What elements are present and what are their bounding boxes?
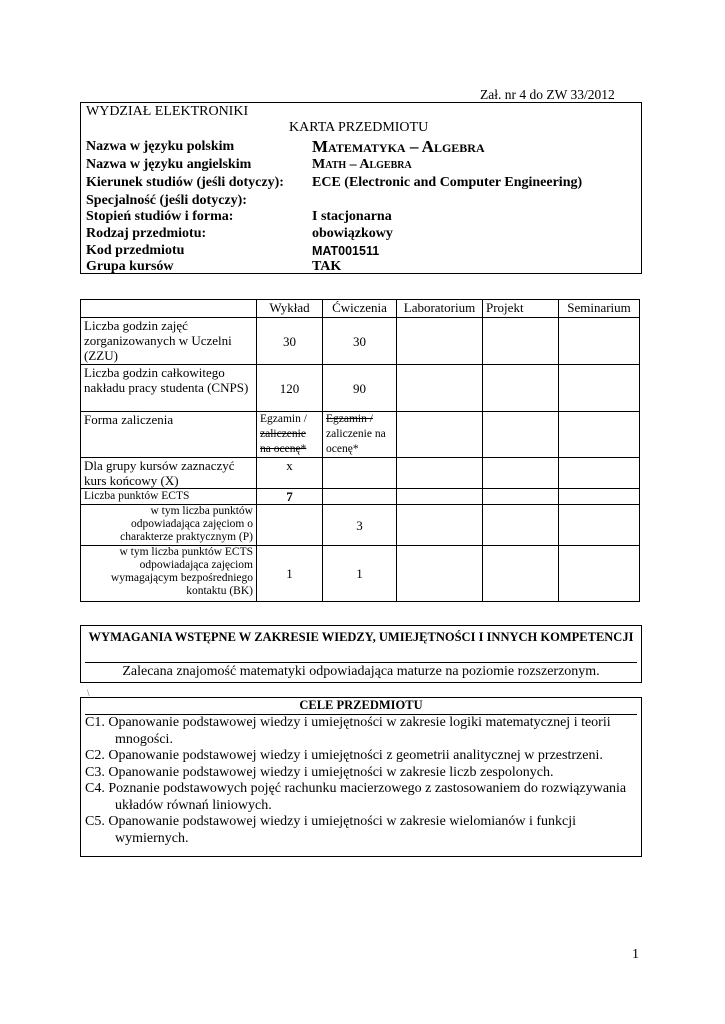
row-label: w tym liczba punktów ECTS odpowiadająca zajęciom wymagającym bezpośredniego kontaktu (BK) [81, 546, 257, 602]
cell-seminarium [559, 318, 640, 365]
row-value: TAK [312, 259, 342, 274]
cell-seminarium [559, 412, 640, 458]
exam-option: Egzamin / [260, 413, 307, 425]
cell-projekt [483, 318, 559, 365]
row-label: Forma zaliczenia [81, 412, 257, 458]
list-item: C3. Opanowanie podstawowej wiedzy i umiejętności w zakresie liczb zespolonych. [85, 764, 554, 780]
cell-projekt [483, 365, 559, 412]
cell-cwiczenia: 30 [323, 318, 397, 365]
prerequisites-text: Zalecana znajomość matematyki odpowiadająca maturze na poziomie rozszerzonym. [122, 664, 600, 679]
cell-cwiczenia [323, 489, 397, 505]
cell-cwiczenia: 90 [323, 365, 397, 412]
row-label: Liczba godzin całkowitego nakładu pracy studenta (CNPS) [81, 365, 257, 412]
prerequisites-box [80, 625, 642, 683]
table-header-row [81, 300, 640, 318]
card-title: KARTA PRZEDMIOTU [289, 120, 429, 135]
list-item: C4. Poznanie podstawowych pojęć rachunku macierzowego z zastosowaniem do rozwiązywania układów równań liniowych. [85, 781, 627, 813]
cell-seminarium [559, 365, 640, 412]
header-row-type [86, 226, 393, 242]
row-value: MAT001511 [312, 244, 380, 258]
header-row-level [86, 209, 392, 225]
cell-wyklad: 120 [257, 365, 323, 412]
row-value: I stacjonarna [312, 209, 392, 224]
cell-laboratorium [397, 546, 483, 602]
grade-option: zaliczenie na ocenę* [326, 428, 386, 455]
hours-table [80, 299, 640, 602]
header-row-specialty [86, 193, 247, 209]
row-label: w tym liczba punktów odpowiadająca zajęciom o charakterze praktycznym (P) [81, 505, 257, 546]
row-label: Kierunek studiów (jeśli dotyczy): [86, 175, 284, 190]
cell-cwiczenia: 1 [323, 546, 397, 602]
row-label: Specjalność (jeśli dotyczy): [86, 193, 247, 208]
table-header-cell: Ćwiczenia [323, 300, 397, 318]
cell-laboratorium [397, 365, 483, 412]
cell-wyklad [257, 412, 323, 458]
list-item: C1. Opanowanie podstawowej wiedzy i umiejętności w zakresie logiki matematycznej i teorii mnogości. [85, 715, 611, 747]
row-label: Liczba punktów ECTS [81, 489, 257, 505]
cell-laboratorium [397, 458, 483, 489]
exam-option-struck: Egzamin / [326, 413, 373, 425]
row-label: Stopień studiów i forma: [86, 209, 234, 224]
table-header-cell [81, 300, 257, 318]
table-row [81, 505, 640, 546]
stray-mark: \ [87, 688, 90, 698]
row-label: Dla grupy kursów zaznaczyć kurs końcowy (X) [81, 458, 257, 489]
cell-cwiczenia [323, 412, 397, 458]
cell-wyklad: 1 [257, 546, 323, 602]
cell-seminarium [559, 505, 640, 546]
course-header-box [80, 102, 642, 274]
table-row [81, 458, 640, 489]
cell-projekt [483, 489, 559, 505]
table-row [81, 365, 640, 412]
table-row [81, 546, 640, 602]
cell-wyklad: x [257, 458, 323, 489]
table-header-cell: Wykład [257, 300, 323, 318]
divider [85, 662, 637, 663]
cell-cwiczenia [323, 458, 397, 489]
cell-projekt [483, 412, 559, 458]
cell-projekt [483, 505, 559, 546]
header-row-polish-name [86, 137, 485, 156]
cell-laboratorium [397, 489, 483, 505]
cell-projekt [483, 546, 559, 602]
row-value: ECE (Electronic and Computer Engineering) [312, 175, 583, 190]
row-label: Grupa kursów [86, 259, 174, 274]
header-row-english-name [86, 157, 412, 173]
list-item: C5. Opanowanie podstawowej wiedzy i umiejętności w zakresie wielomianów i funkcji wymiernych. [85, 814, 577, 846]
header-row-field [86, 175, 583, 191]
row-label: Liczba godzin zajęć zorganizowanych w Uczelni (ZZU) [81, 318, 257, 365]
cell-wyklad [257, 505, 323, 546]
cell-seminarium [559, 458, 640, 489]
row-value: Matematyka – Algebra [312, 137, 485, 156]
header-row-code [86, 243, 380, 259]
cell-cwiczenia: 3 [323, 505, 397, 546]
cell-wyklad: 7 [257, 489, 323, 505]
row-value: Math – Algebra [312, 157, 412, 172]
row-label: Nazwa w języku polskim [86, 139, 235, 154]
header-row-group [86, 259, 342, 275]
page-number: 1 [632, 947, 639, 962]
cell-seminarium [559, 546, 640, 602]
cell-laboratorium [397, 412, 483, 458]
cell-laboratorium [397, 318, 483, 365]
grade-option-struck: zaliczenie na ocenę* [260, 428, 307, 455]
faculty-name: WYDZIAŁ ELEKTRONIKI [86, 104, 249, 119]
cell-laboratorium [397, 505, 483, 546]
row-label: Rodzaj przedmiotu: [86, 226, 207, 241]
table-row [81, 489, 640, 505]
goals-title: CELE PRZEDMIOTU [299, 698, 423, 712]
table-header-cell: Seminarium [559, 300, 640, 318]
table-row [81, 412, 640, 458]
attachment-reference: Zał. nr 4 do ZW 33/2012 [480, 87, 615, 102]
row-label: Kod przedmiotu [86, 243, 185, 258]
row-value: obowiązkowy [312, 226, 393, 241]
course-goals-box [80, 697, 642, 857]
table-header-cell: Laboratorium [397, 300, 483, 318]
cell-projekt [483, 458, 559, 489]
cell-wyklad: 30 [257, 318, 323, 365]
row-label: Nazwa w języku angielskim [86, 157, 252, 172]
table-row [81, 318, 640, 365]
prerequisites-title: WYMAGANIA WSTĘPNE W ZAKRESIE WIEDZY, UMIEJĘTNOŚCI I INNYCH KOMPETENCJI [88, 630, 634, 644]
cell-seminarium [559, 489, 640, 505]
list-item: C2. Opanowanie podstawowej wiedzy i umiejętności z geometrii analitycznej w przestrzeni. [85, 748, 603, 763]
table-header-cell: Projekt [483, 300, 559, 318]
goals-list [85, 715, 635, 847]
